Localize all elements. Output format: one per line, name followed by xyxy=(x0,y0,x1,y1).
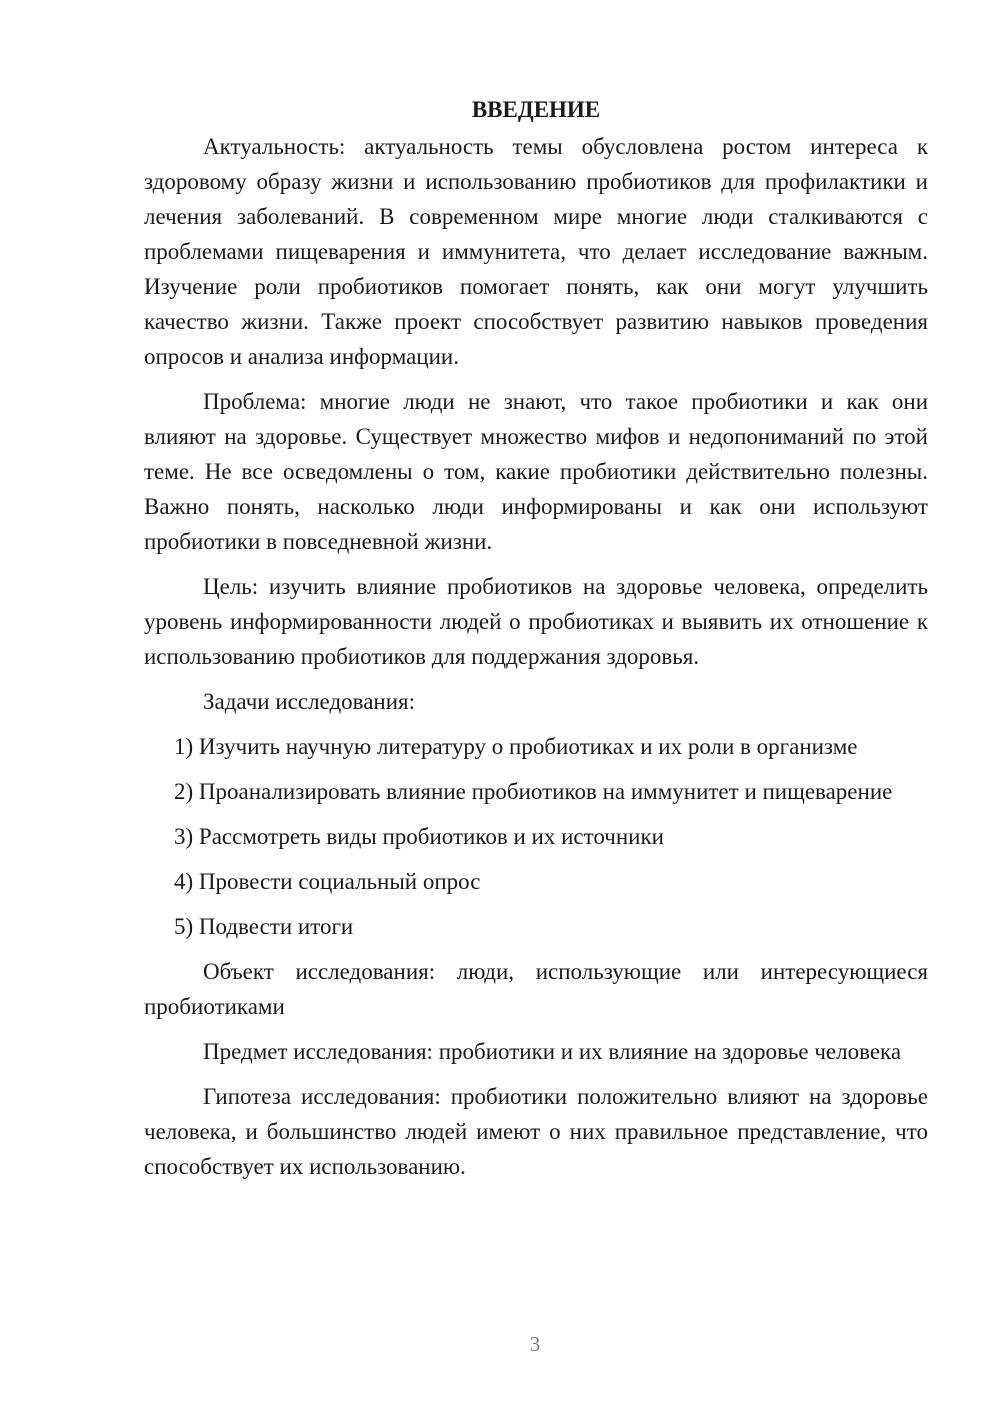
page-content xyxy=(144,92,928,1194)
tasks-heading: Задачи исследования: xyxy=(203,689,416,714)
task-item: 3) Рассмотреть виды пробиотиков и их источники xyxy=(174,824,664,849)
task-item: 1) Изучить научную литературу о пробиотиках и их роли в организме xyxy=(174,734,858,759)
hypothesis-paragraph: Гипотеза исследования: пробиотики положительно влияют на здоровье человека, и большинство людей имеют о них правильное представление, что способствует их использованию. xyxy=(144,1084,928,1179)
page-number: 3 xyxy=(529,1332,541,1356)
task-item: 5) Подвести итоги xyxy=(174,914,354,939)
relevance-paragraph: Актуальность: актуальность темы обусловлена ростом интереса к здоровому образу жизни и использованию пробиотиков для профилактики и лечения заболеваний. В современном мире многие люди сталкиваются с проблемами пищеварения и иммунитета, что делает исследование важным. Изучение роли пробиотиков помогает понять, как они могут улучшить качество жизни. Также проект способствует развитию навыков проведения опросов и анализа информации. xyxy=(144,134,928,369)
subject-paragraph: Предмет исследования: пробиотики и их влияние на здоровье человека xyxy=(203,1039,902,1064)
object-paragraph: Объект исследования: люди, использующие или интересующиеся пробиотиками xyxy=(144,959,928,1019)
goal-paragraph: Цель: изучить влияние пробиотиков на здоровье человека, определить уровень информированности людей о пробиотиках и выявить их отношение к использованию пробиотиков для поддержания здоровья. xyxy=(144,574,928,669)
task-item: 4) Провести социальный опрос xyxy=(174,869,481,894)
task-item: 2) Проанализировать влияние пробиотиков на иммунитет и пищеварение xyxy=(174,779,893,804)
problem-paragraph: Проблема: многие люди не знают, что такое пробиотики и как они влияют на здоровье. Существует множество мифов и недопониманий по этой теме. Не все осведомлены о том, какие пробиотики действительно полезны. Важно понять, насколько люди информированы и как они используют пробиотики в повседневной жизни. xyxy=(144,389,928,554)
section-title: ВВЕДЕНИЕ xyxy=(471,97,601,122)
